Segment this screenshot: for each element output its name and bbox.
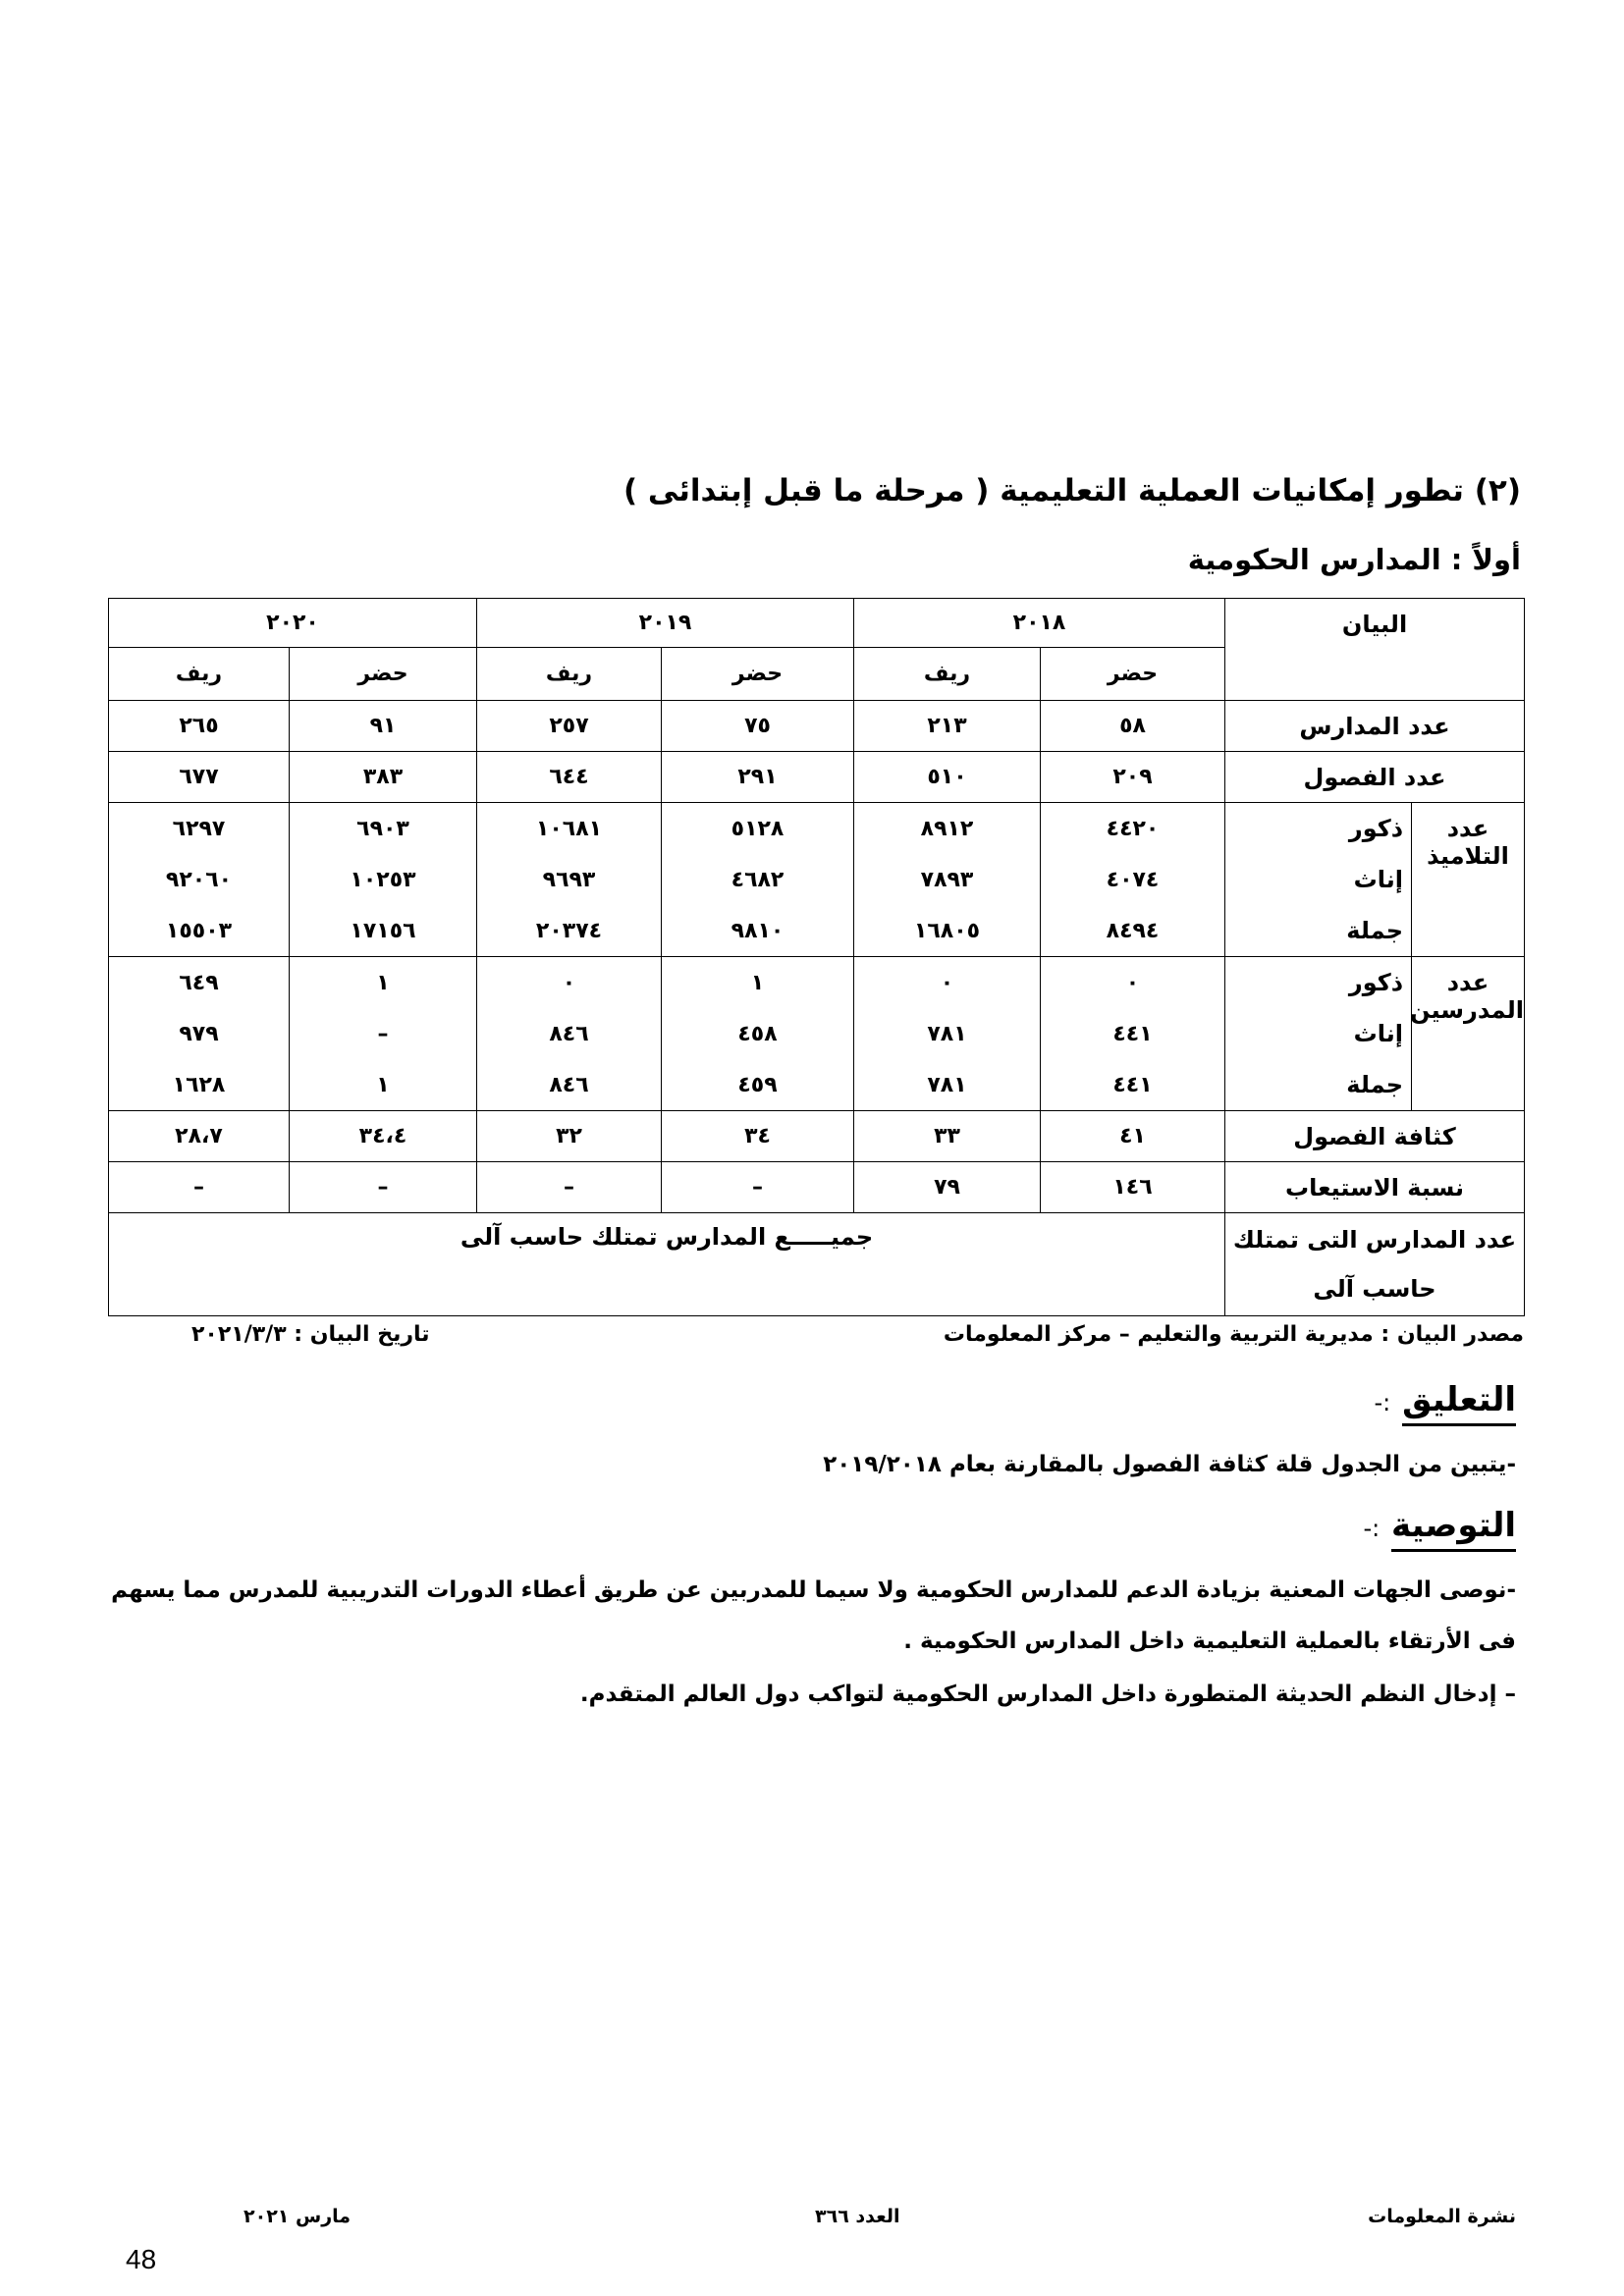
table-cell: ٩٦٩٣	[477, 854, 662, 905]
table-cell: ٠	[1041, 957, 1225, 1009]
table-cell: ٤٥٨	[662, 1008, 854, 1059]
table-cell: ٢١٣	[854, 701, 1041, 752]
table-cell: ٨٩١٢	[854, 803, 1041, 855]
table-cell: ٢٥٧	[477, 701, 662, 752]
table-row	[109, 854, 1525, 905]
table-cell: ١٦٢٨	[109, 1059, 290, 1111]
table-cell: ٢٨،٧	[109, 1111, 290, 1162]
footer-publication: نشرة المعلومات	[1368, 2206, 1516, 2227]
section-subtitle: أولاً : المدارس الحكومية	[1187, 543, 1521, 576]
row-label: عدد التلاميذ	[1412, 803, 1525, 957]
table-cell: ٧٨١	[854, 1008, 1041, 1059]
table-row	[109, 752, 1525, 803]
table-notes	[108, 1322, 1524, 1362]
header-label: البيان	[1225, 599, 1525, 701]
table-cell: ٢٠٣٧٤	[477, 905, 662, 957]
sub-label-female: إناث	[1225, 854, 1412, 905]
table-cell: –	[662, 1162, 854, 1213]
table-cell: ١٦٨٠٥	[854, 905, 1041, 957]
table-cell: ١٧١٥٦	[290, 905, 477, 957]
year-header: ٢٠١٨	[854, 599, 1225, 648]
table-cell: –	[109, 1162, 290, 1213]
table-cell: ٣٤،٤	[290, 1111, 477, 1162]
table-cell: ٣٨٣	[290, 752, 477, 803]
source-note: مصدر البيان : مديرية التربية والتعليم – مركز المعلومات	[943, 1322, 1524, 1347]
table-cell: ٥٨	[1041, 701, 1225, 752]
table-cell: ٠	[854, 957, 1041, 1009]
row-label: عدد المدارس	[1225, 701, 1525, 752]
footer-date: مارس ٢٠٢١	[244, 2206, 352, 2227]
page-number: 48	[126, 2244, 157, 2274]
table-cell: ٨٤٦	[477, 1059, 662, 1111]
table-cell: –	[290, 1008, 477, 1059]
recommendation-paragraph: – إدخال النظم الحديثة المتطورة داخل المدارس الحكومية لتواكب دول العالم المتقدم.	[579, 1682, 1516, 1707]
table-cell: ٤٠٧٤	[1041, 854, 1225, 905]
page-title: (٢) تطور إمكانيات العملية التعليمية ( مرحلة ما قبل إبتدائى )	[623, 473, 1521, 508]
row-label: عدد المدرسين	[1412, 957, 1525, 1111]
rural-header: ريف	[477, 648, 662, 701]
table-row	[109, 905, 1525, 957]
table-cell: ١٠٦٨١	[477, 803, 662, 855]
sub-label-total: جملة	[1225, 905, 1412, 957]
table-cell: ٥١٢٨	[662, 803, 854, 855]
table-row	[109, 701, 1525, 752]
comment-heading-suffix: :-	[1374, 1389, 1391, 1416]
rural-header: ريف	[854, 648, 1041, 701]
table-cell: ٧٩	[854, 1162, 1041, 1213]
rural-header: ريف	[109, 648, 290, 701]
sub-label-male: ذكور	[1225, 957, 1412, 1009]
row-label: كثافة الفصول	[1225, 1111, 1525, 1162]
comment-heading-text: التعليق	[1402, 1380, 1516, 1426]
table-cell: ٢٦٥	[109, 701, 290, 752]
recommendation-heading-text: التوصية	[1391, 1506, 1516, 1552]
table-cell: ٨٤٩٤	[1041, 905, 1225, 957]
year-header: ٢٠٢٠	[109, 599, 477, 648]
recommendation-heading	[1363, 1506, 1516, 1545]
table-cell: ٩٨١٠	[662, 905, 854, 957]
row-label-line: حاسب آلى	[1313, 1275, 1436, 1303]
table-cell: ١	[290, 1059, 477, 1111]
urban-header: حضر	[290, 648, 477, 701]
table-cell: ١٤٦	[1041, 1162, 1225, 1213]
table-cell: ٠	[477, 957, 662, 1009]
sub-label-male: ذكور	[1225, 803, 1412, 855]
table-row	[109, 1111, 1525, 1162]
urban-header: حضر	[662, 648, 854, 701]
urban-header: حضر	[1041, 648, 1225, 701]
footer-issue: العدد ٣٦٦	[815, 2206, 900, 2227]
sub-label-total: جملة	[1225, 1059, 1412, 1111]
row-label: عدد الفصول	[1225, 752, 1525, 803]
table-row	[109, 803, 1525, 855]
computers-note: جميـــــع المدارس تمتلك حاسب آلى	[109, 1213, 1225, 1316]
table-cell: ٢٩١	[662, 752, 854, 803]
table-cell: ٤٦٨٢	[662, 854, 854, 905]
table-cell: ٤٤١	[1041, 1008, 1225, 1059]
table-row	[109, 1059, 1525, 1111]
table-cell: ١٥٥٠٣	[109, 905, 290, 957]
sub-label-female: إناث	[1225, 1008, 1412, 1059]
table-cell: ٩٧٩	[109, 1008, 290, 1059]
table-cell: –	[290, 1162, 477, 1213]
table-cell: ٩١	[290, 701, 477, 752]
recommendation-paragraph: -نوصى الجهات المعنية بزيادة الدعم للمدارس الحكومية ولا سيما للمدربين عن طريق أعطاء الدورات التدريبية للمدرس مما يسهم فى الأرتقاء بالعملية التعليمية داخل المدارس الحكومية .	[111, 1577, 1516, 1654]
table-cell: ٤١	[1041, 1111, 1225, 1162]
row-label	[1225, 1213, 1525, 1316]
row-label-line: عدد المدارس التى تمتلك	[1232, 1226, 1517, 1254]
table-cell: ٧٥	[662, 701, 854, 752]
year-header: ٢٠١٩	[477, 599, 854, 648]
table-cell: ٦٧٧	[109, 752, 290, 803]
table-cell: ١٠٢٥٣	[290, 854, 477, 905]
table-row	[109, 1162, 1525, 1213]
recommendation-heading-suffix: :-	[1363, 1515, 1380, 1542]
table-cell: ٦٢٩٧	[109, 803, 290, 855]
table-cell: ٧٨٩٣	[854, 854, 1041, 905]
table-cell: ١	[662, 957, 854, 1009]
table-cell: ٦٤٩	[109, 957, 290, 1009]
table-cell: ٦٤٤	[477, 752, 662, 803]
table-row	[109, 1008, 1525, 1059]
table-cell: ٤٤٢٠	[1041, 803, 1225, 855]
table-row	[109, 1213, 1525, 1316]
table-cell: ٣٤	[662, 1111, 854, 1162]
table-cell: ٤٥٩	[662, 1059, 854, 1111]
table-row	[109, 957, 1525, 1009]
table-cell: ٧٨١	[854, 1059, 1041, 1111]
table-cell: –	[477, 1162, 662, 1213]
row-label: نسبة الاستيعاب	[1225, 1162, 1525, 1213]
table-cell: ١	[290, 957, 477, 1009]
table-cell: ٩٢٠٦٠	[109, 854, 290, 905]
table-cell: ٤٤١	[1041, 1059, 1225, 1111]
table-cell: ٣٢	[477, 1111, 662, 1162]
table-cell: ٣٣	[854, 1111, 1041, 1162]
table-cell: ٥١٠	[854, 752, 1041, 803]
statistics-table	[108, 598, 1525, 1316]
date-note: تاريخ البيان : ٢٠٢١/٣/٣	[191, 1322, 430, 1347]
comment-heading	[1375, 1380, 1517, 1419]
table-cell: ٨٤٦	[477, 1008, 662, 1059]
comment-text: -يتبين من الجدول قلة كثافة الفصول بالمقارنة بعام ٢٠١٩/٢٠١٨	[823, 1452, 1516, 1477]
table-cell: ٦٩٠٣	[290, 803, 477, 855]
table-cell: ٢٠٩	[1041, 752, 1225, 803]
